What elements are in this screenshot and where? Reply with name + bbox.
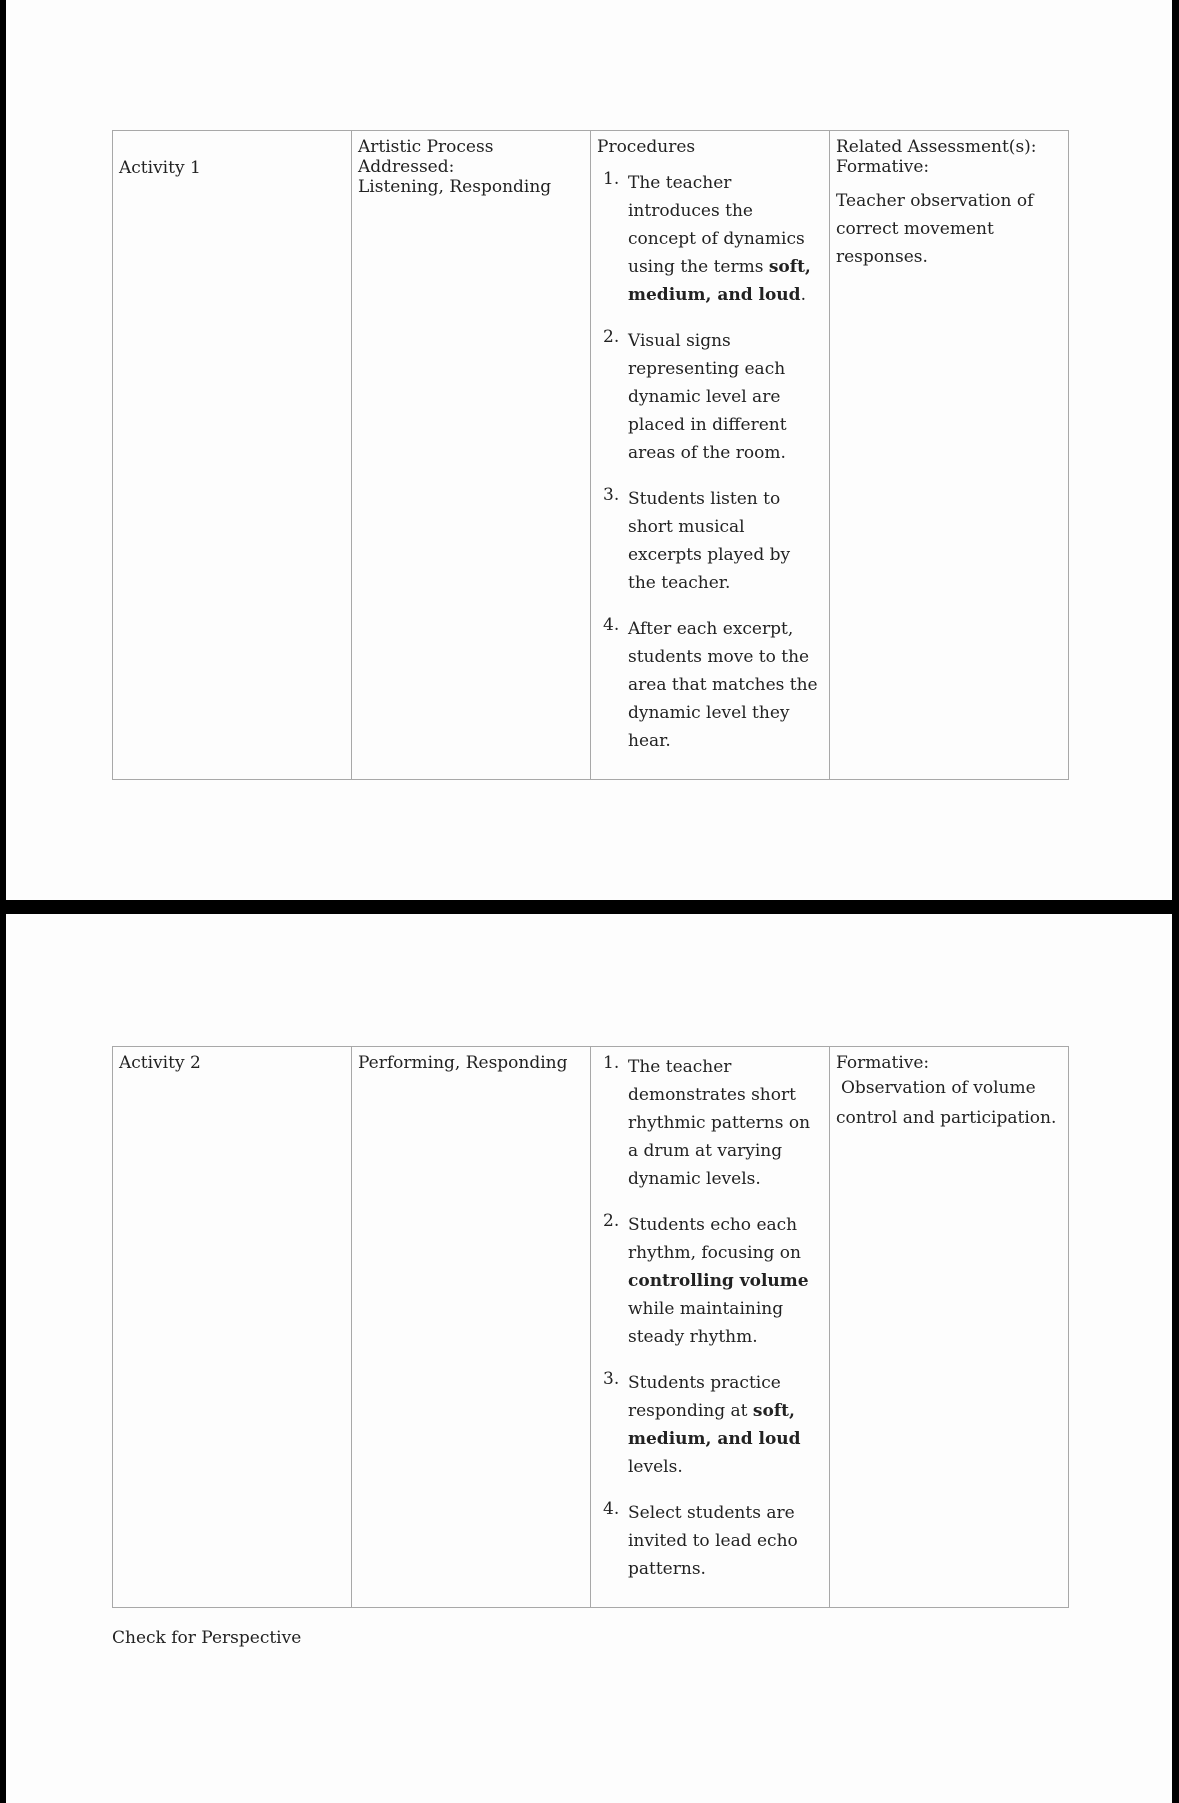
assessment-note: Teacher observation of correct movement responses. (836, 191, 1034, 267)
procedure-number: 4. (603, 615, 620, 635)
procedure-item (597, 485, 823, 597)
procedure-text-segment: Students listen to short musical excerpts played by the teacher. (628, 489, 791, 593)
check-for-perspective-text: Check for Perspective (112, 1628, 302, 1648)
artistic-process-value: Performing, Responding (358, 1053, 568, 1073)
artistic-process-cell (352, 1047, 591, 1608)
assessment-cell (830, 1047, 1069, 1608)
activity-label: Activity 1 (119, 158, 201, 178)
procedure-bold-text: soft, medium, and loud (628, 257, 811, 305)
assessment-note: Observation of volume control and participation. (836, 1078, 1057, 1128)
procedure-item (597, 1369, 823, 1481)
procedure-item (597, 1211, 823, 1351)
procedure-text-segment: Visual signs representing each dynamic level are placed in different areas of the room. (628, 331, 787, 463)
procedure-text-segment: while maintaining steady rhythm. (628, 1299, 784, 1347)
table-row (113, 131, 1069, 780)
procedure-text (628, 1053, 823, 1193)
procedure-number: 2. (603, 327, 620, 347)
procedure-item (597, 615, 823, 755)
procedure-text (628, 485, 823, 597)
artistic-process-cell (352, 131, 591, 780)
procedure-number: 1. (603, 1053, 620, 1073)
artistic-process-heading: Artistic Process Addressed: (358, 137, 494, 177)
procedure-bold-text: controlling volume (628, 1271, 809, 1291)
artistic-process-value: Listening, Responding (358, 177, 552, 197)
table-row (113, 1047, 1069, 1608)
procedure-text-segment: After each excerpt, students move to the area that matches the dynamic level they hear. (628, 619, 818, 751)
procedure-text-segment: levels. (628, 1457, 683, 1477)
procedure-number: 1. (603, 169, 620, 189)
procedures-cell (591, 131, 830, 780)
procedure-text (628, 169, 823, 309)
procedure-text (628, 1211, 823, 1351)
procedure-text-segment: The teacher introduces the concept of dynamics using the terms (628, 173, 805, 277)
assessment-type: Formative: (836, 157, 930, 177)
procedure-item (597, 1499, 823, 1583)
procedure-text (628, 1499, 823, 1583)
procedure-item (597, 169, 823, 309)
activity-label-cell (113, 131, 352, 780)
assessment-type: Formative: (836, 1053, 930, 1073)
procedures-heading: Procedures (597, 137, 696, 157)
procedure-text (628, 327, 823, 467)
procedure-bold-text: soft, medium, and loud (628, 1401, 801, 1449)
procedure-text-segment: Students practice responding at (628, 1373, 781, 1421)
procedure-text (628, 615, 823, 755)
procedure-number: 3. (603, 1369, 620, 1389)
activity-1-table (112, 130, 1069, 780)
procedure-item (597, 327, 823, 467)
procedure-number: 4. (603, 1499, 620, 1519)
procedure-item (597, 1053, 823, 1193)
assessment-heading: Related Assessment(s): (836, 137, 1037, 157)
activity-label: Activity 2 (119, 1053, 201, 1073)
procedures-cell (591, 1047, 830, 1608)
procedure-text (628, 1369, 823, 1481)
assessment-cell (830, 131, 1069, 780)
procedure-text-segment: Students echo each rhythm, focusing on (628, 1215, 801, 1263)
document-page-1 (6, 0, 1172, 900)
activity-label-cell (113, 1047, 352, 1608)
procedure-number: 2. (603, 1211, 620, 1231)
procedure-number: 3. (603, 485, 620, 505)
document-page-2 (6, 914, 1172, 1803)
procedures-list (597, 1053, 823, 1583)
procedure-text-segment: . (800, 285, 806, 305)
procedures-list (597, 169, 823, 755)
procedure-text-segment: Select students are invited to lead echo patterns. (628, 1503, 798, 1579)
activity-2-table (112, 1046, 1069, 1608)
procedure-text-segment: The teacher demonstrates short rhythmic patterns on a drum at varying dynamic levels. (628, 1057, 811, 1189)
